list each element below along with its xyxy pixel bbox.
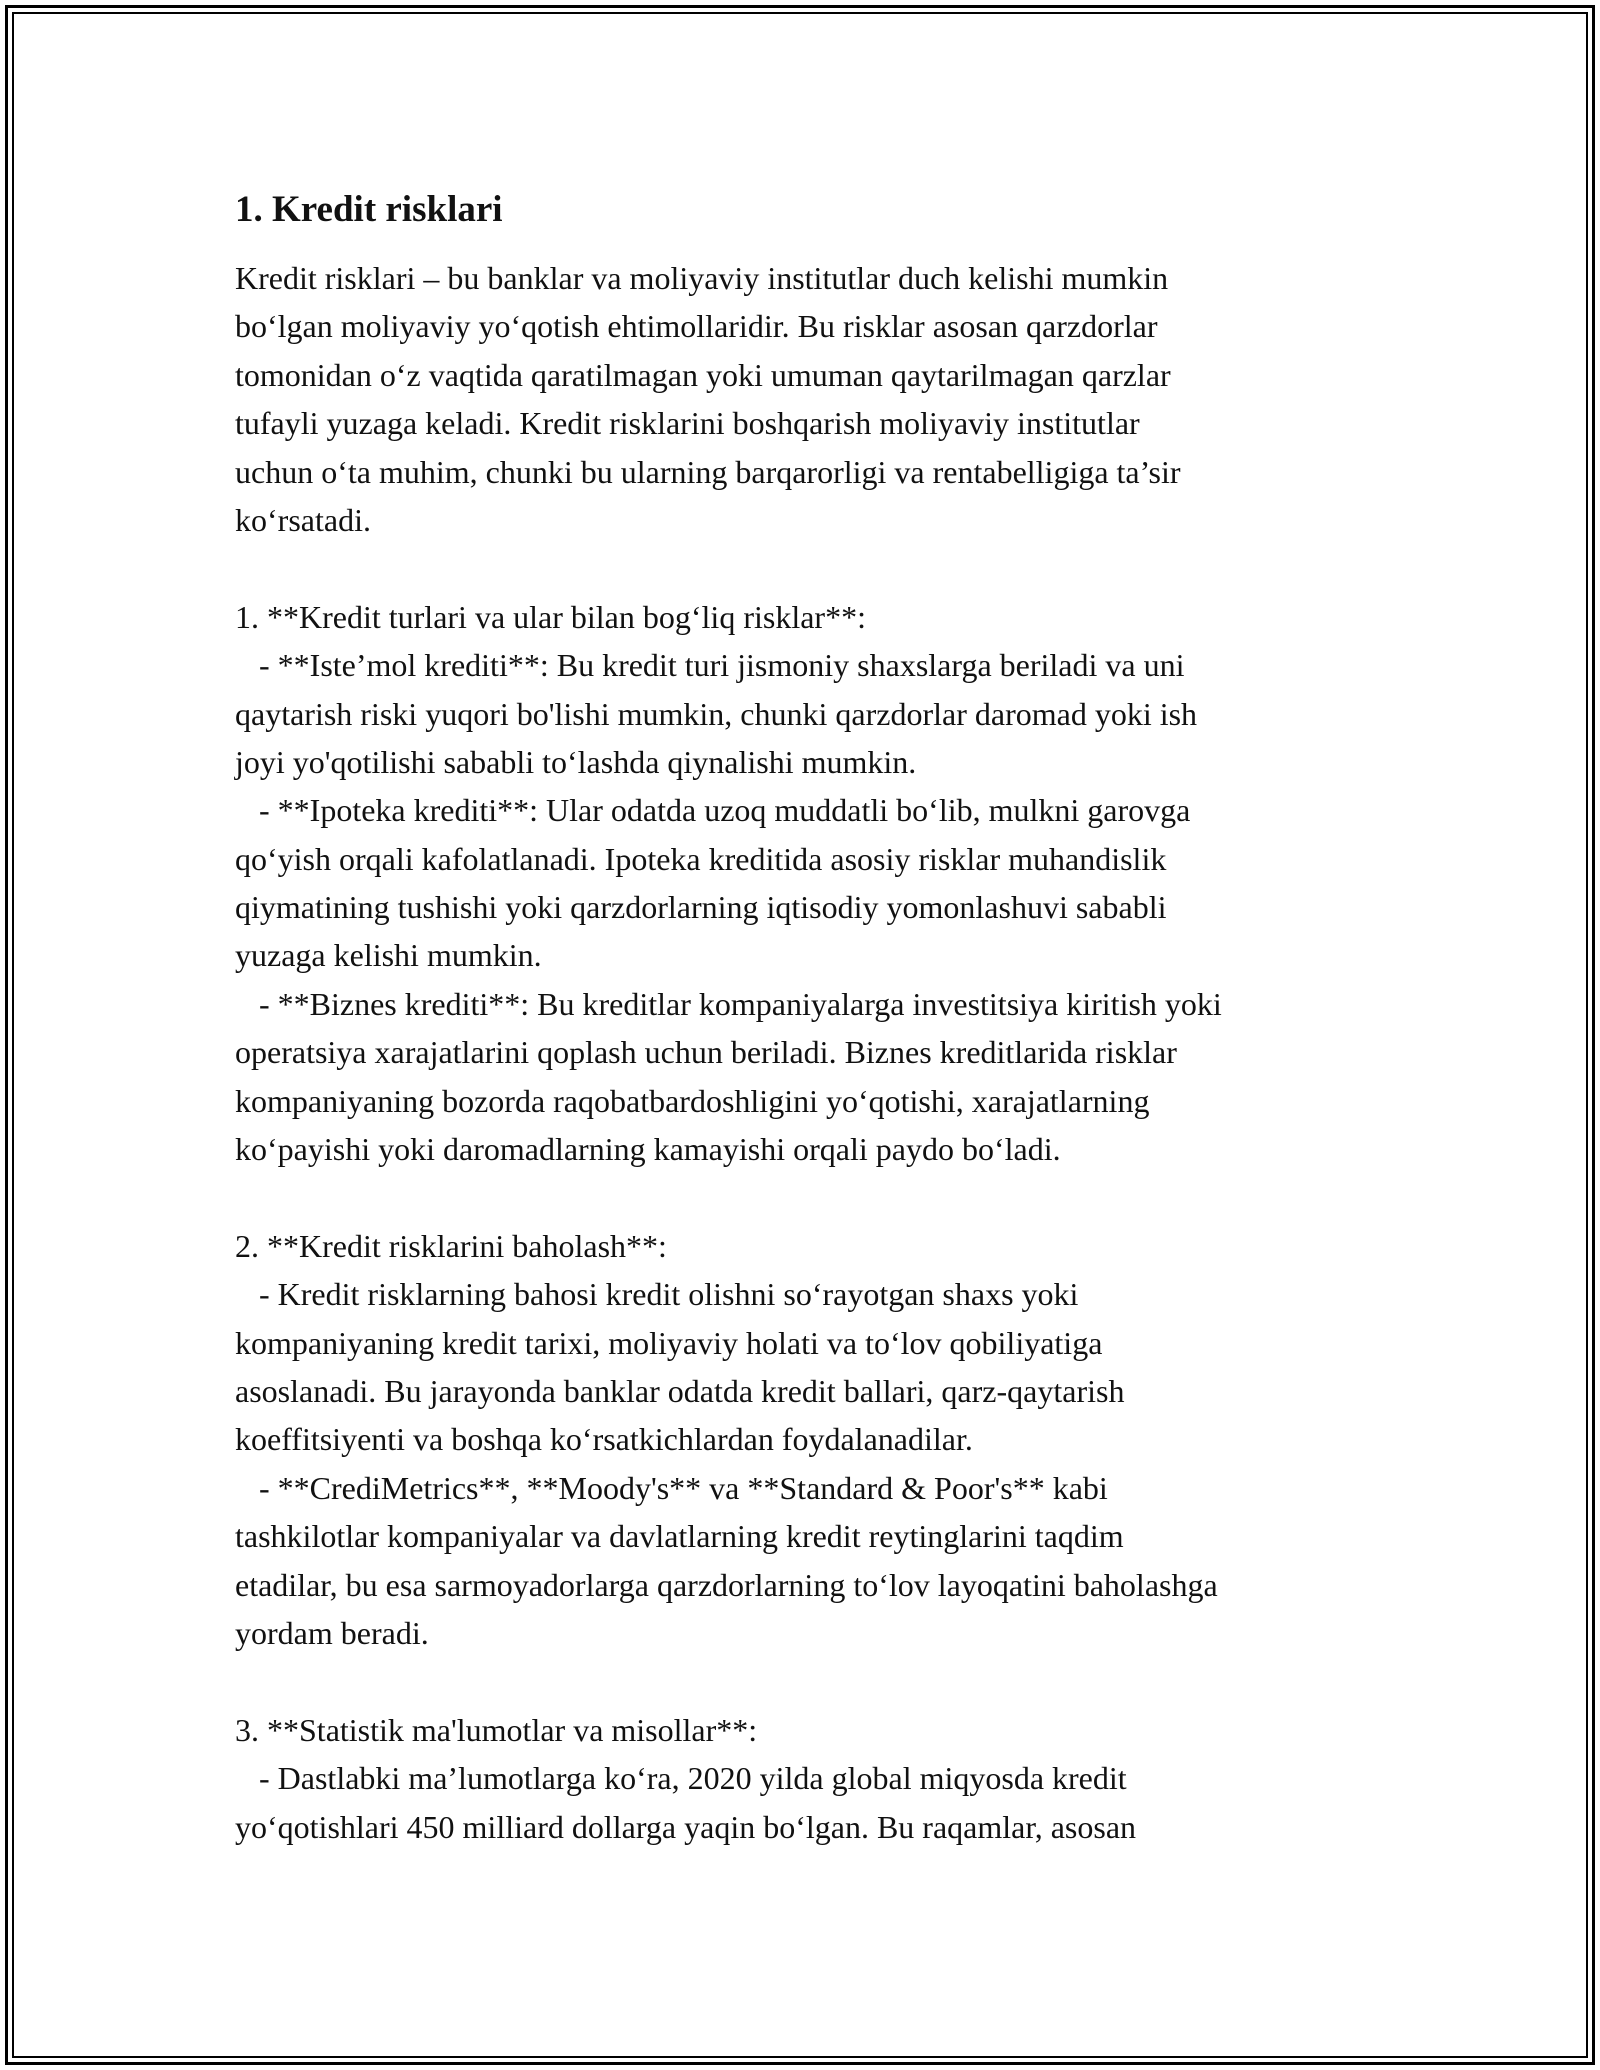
text-line: kompaniyaning kredit tarixi, moliyaviy holati va to‘lov qobiliyatiga bbox=[235, 1324, 1103, 1361]
blank-line bbox=[235, 1657, 1375, 1705]
text-line: - Dastlabki ma’lumotlarga ko‘ra, 2020 yilda global miqyosda kredit bbox=[235, 1760, 1127, 1797]
text-line: yuzaga kelishi mumkin. bbox=[235, 937, 542, 974]
section-heading: 1. Kredit risklari bbox=[235, 189, 503, 230]
text-line: kompaniyaning bozorda raqobatbardoshligini yo‘qotishi, xarajatlarning bbox=[235, 1082, 1150, 1119]
document-content bbox=[235, 186, 1375, 1851]
body-text bbox=[235, 254, 1375, 1851]
text-line: yordam beradi. bbox=[235, 1614, 429, 1651]
text-line: 1. **Kredit turlari va ular bilan bog‘liq risklar**: bbox=[235, 598, 866, 635]
text-line: 3. **Statistik ma'lumotlar va misollar**: bbox=[235, 1711, 758, 1748]
text-line: - **Ipoteka krediti**: Ular odatda uzoq muddatli bo‘lib, mulkni garovga bbox=[235, 792, 1191, 829]
text-line: ko‘payishi yoki daromadlarning kamayishi orqali paydo bo‘ladi. bbox=[235, 1131, 1061, 1168]
text-line: bo‘lgan moliyaviy yo‘qotish ehtimollaridir. Bu risklar asosan qarzdorlar bbox=[235, 308, 1158, 345]
text-line: - Kredit risklarning bahosi kredit olishni so‘rayotgan shaxs yoki bbox=[235, 1276, 1079, 1313]
text-line: - **CrediMetrics**, **Moody's** va **Standard & Poor's** kabi bbox=[235, 1469, 1108, 1506]
text-line: - **Iste’mol krediti**: Bu kredit turi jismoniy shaxslarga beriladi va uni bbox=[235, 647, 1185, 684]
text-line: qo‘yish orqali kafolatlanadi. Ipoteka kreditida asosiy risklar muhandislik bbox=[235, 840, 1167, 877]
text-line: qaytarish riski yuqori bo'lishi mumkin, chunki qarzdorlar daromad yoki ish bbox=[235, 695, 1198, 732]
text-line: tomonidan o‘z vaqtida qaratilmagan yoki umuman qaytarilmagan qarzlar bbox=[235, 356, 1171, 393]
blank-line bbox=[235, 544, 1375, 592]
text-line: ko‘rsatadi. bbox=[235, 501, 371, 538]
text-line: joyi yo'qotilishi sababli to‘lashda qiynalishi mumkin. bbox=[235, 743, 917, 780]
blank-line bbox=[235, 1173, 1375, 1221]
text-line: - **Biznes krediti**: Bu kreditlar kompaniyalarga investitsiya kiritish yoki bbox=[235, 985, 1222, 1022]
text-line: qiymatining tushishi yoki qarzdorlarning iqtisodiy yomonlashuvi sababli bbox=[235, 889, 1167, 926]
text-line: yo‘qotishlari 450 milliard dollarga yaqin bo‘lgan. Bu raqamlar, asosan bbox=[235, 1808, 1137, 1845]
text-line: uchun o‘ta muhim, chunki bu ularning barqarorligi va rentabelligiga ta’sir bbox=[235, 453, 1181, 490]
text-line: operatsiya xarajatlarini qoplash uchun beriladi. Biznes kreditlarida risklar bbox=[235, 1034, 1177, 1071]
text-line: tufayli yuzaga keladi. Kredit risklarini boshqarish moliyaviy institutlar bbox=[235, 405, 1140, 442]
text-line: asoslanadi. Bu jarayonda banklar odatda kredit ballari, qarz-qaytarish bbox=[235, 1372, 1125, 1409]
text-line: Kredit risklari – bu banklar va moliyaviy institutlar duch kelishi mumkin bbox=[235, 260, 1169, 296]
text-line: etadilar, bu esa sarmoyadorlarga qarzdorlarning to‘lov layoqatini baholashga bbox=[235, 1566, 1218, 1603]
text-line: tashkilotlar kompaniyalar va davlatlarning kredit reytinglarini taqdim bbox=[235, 1518, 1124, 1555]
text-line: 2. **Kredit risklarini baholash**: bbox=[235, 1227, 667, 1264]
text-line: koeffitsiyenti va boshqa ko‘rsatkichlardan foydalanadilar. bbox=[235, 1421, 973, 1458]
